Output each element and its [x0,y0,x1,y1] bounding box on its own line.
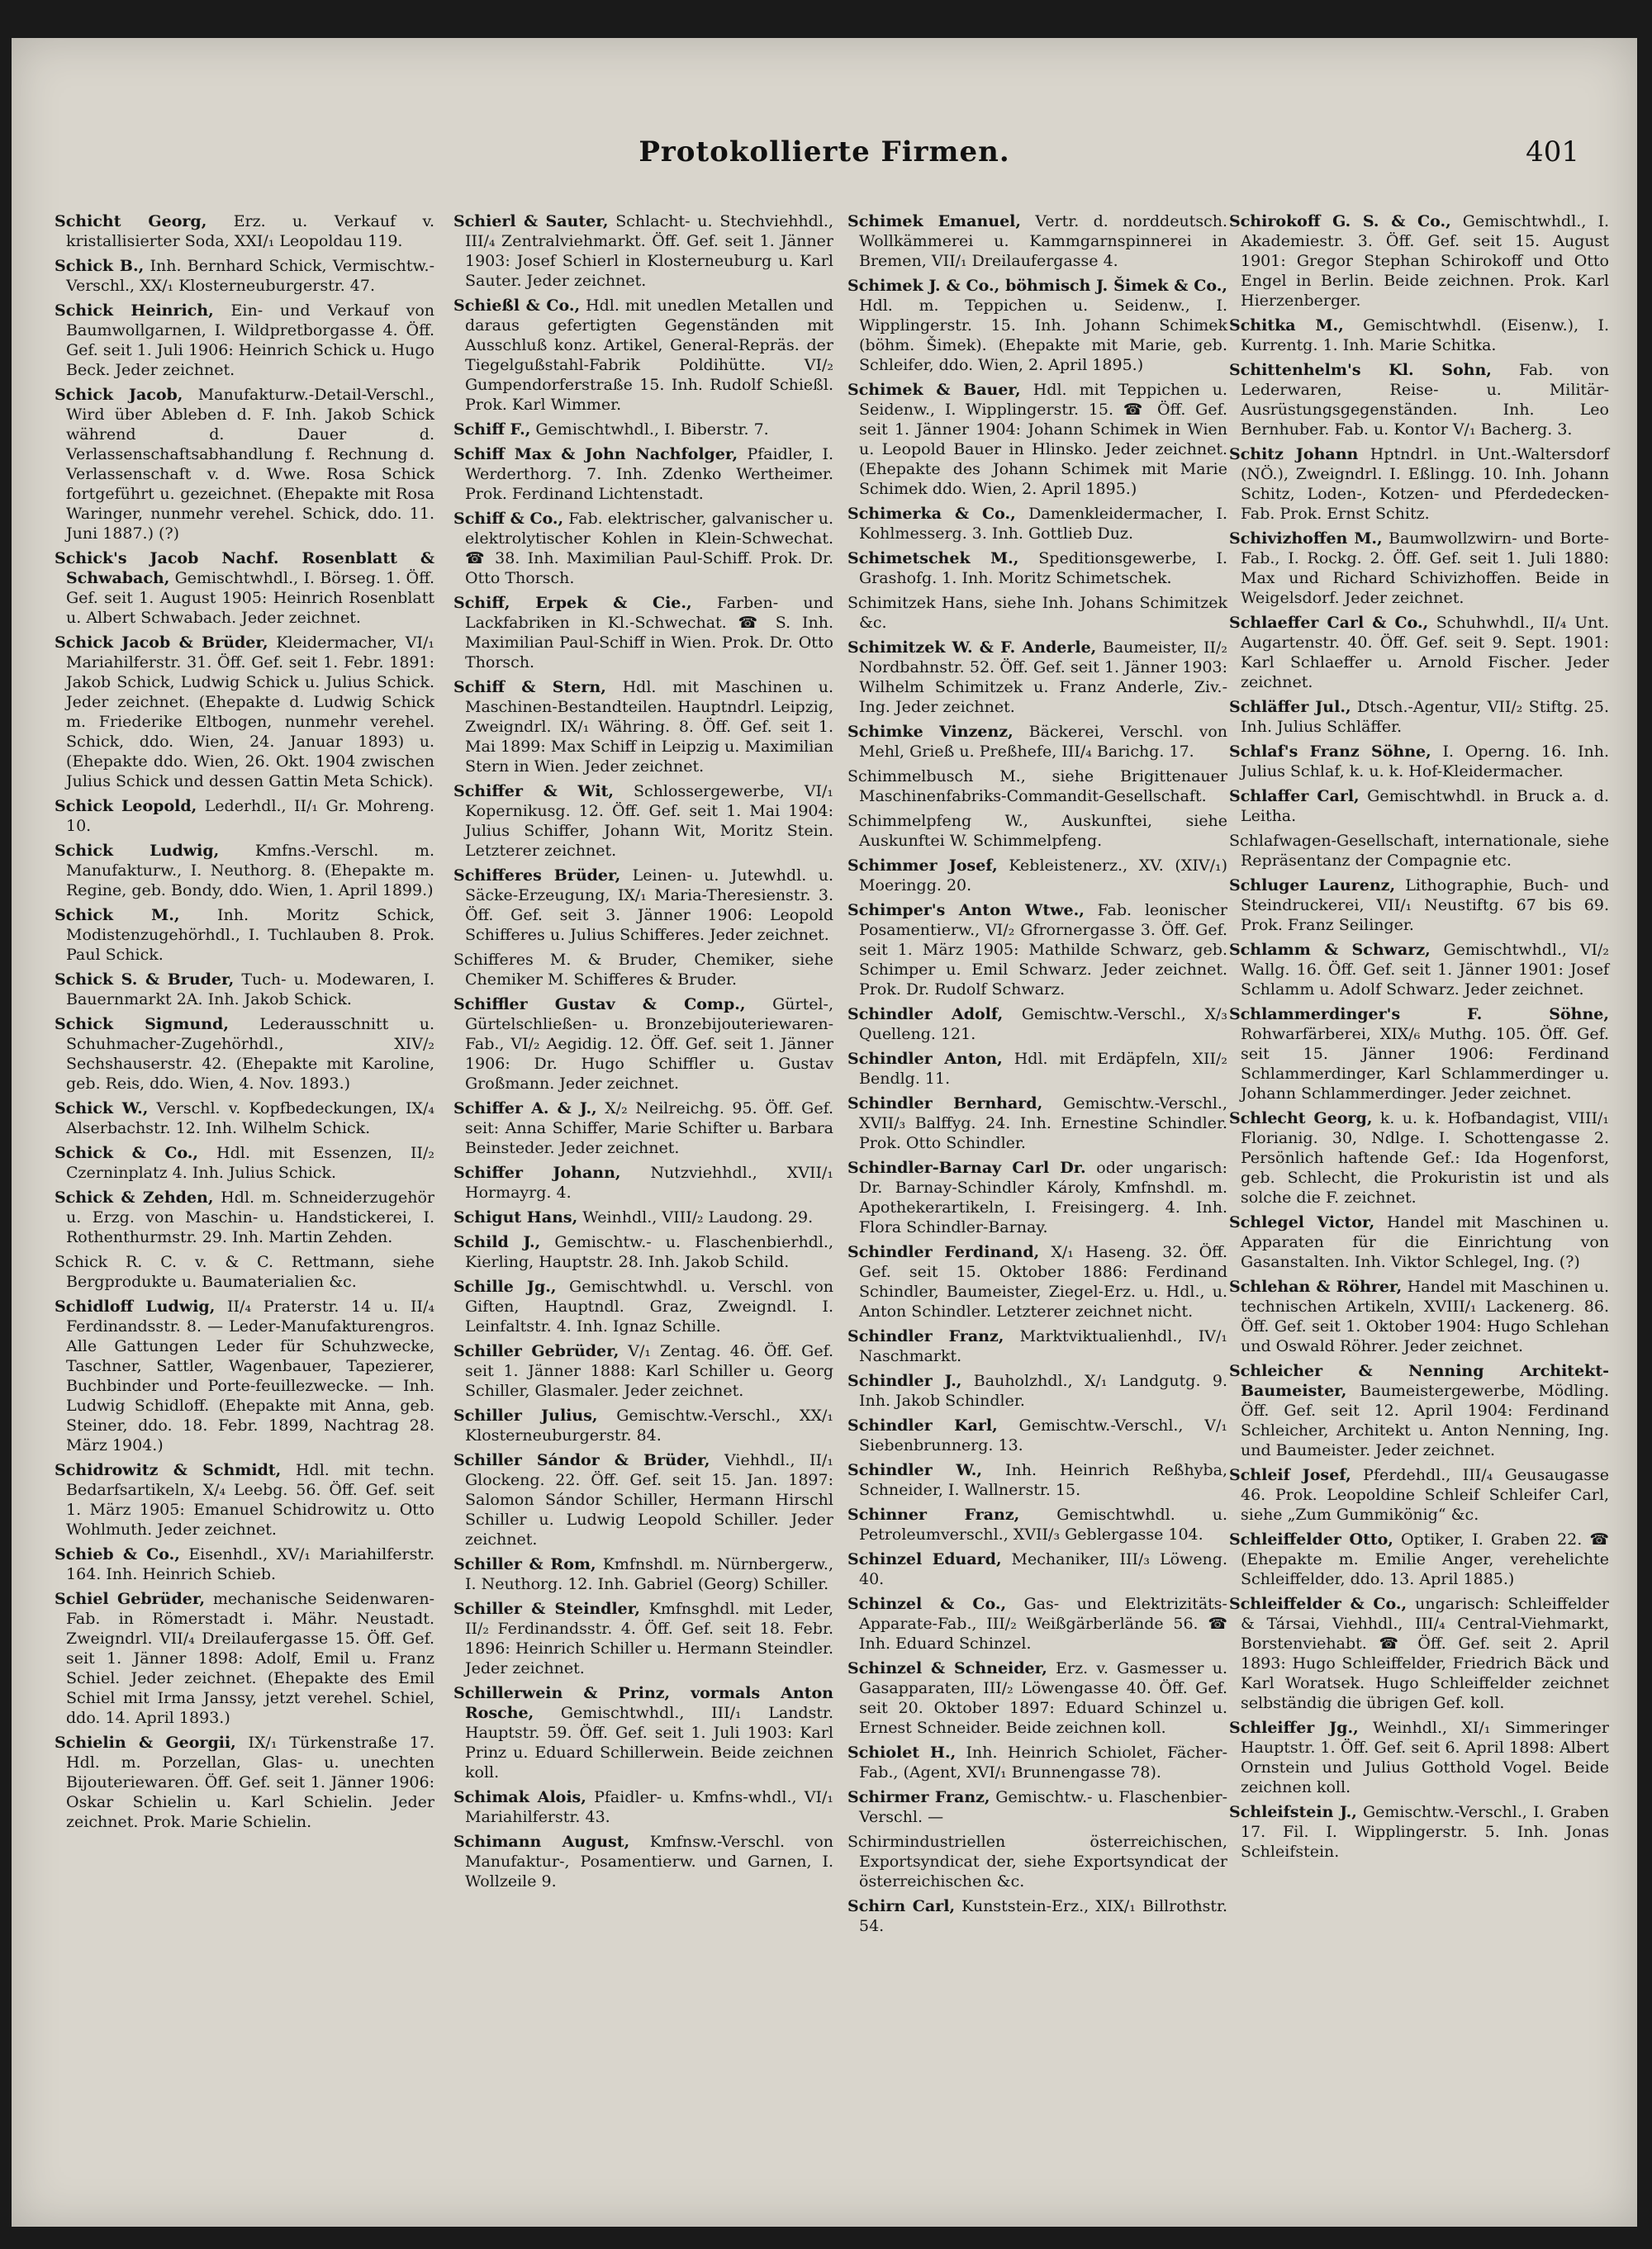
firm-name: Schleicher & Nenning Architekt-Baumeister, [1229,1362,1609,1400]
firm-name: Schimek J. & Co., böhmisch J. Šimek & Co., [847,277,1227,295]
firm-details: Gemischtw.-Verschl., I. Graben 17. Fil. I. Wipplingerstr. 5. Inh. Jonas Schleifstein. [1241,1803,1609,1861]
directory-entry [453,1787,833,1827]
firm-details: Handel mit Maschinen u. technischen Artikeln, XVIII/₁ Lackenerg. 86. Öff. Gef. seit 1. Oktober 1904: Hugo Schlehan und Oswald Röhrer. Jeder zeichnet. [1241,1278,1609,1355]
directory-entry [1229,1530,1609,1589]
directory-entry [453,1163,833,1203]
firm-name: Schick Sigmund, [55,1015,229,1033]
firm-name: Schimper's Anton Wtwe., [847,901,1085,919]
directory-entry [847,1505,1227,1544]
directory-entry [55,548,434,628]
firm-details: I. Operng. 16. Inh. Julius Schlaf, k. u. k. Hof-Kleidermacher. [1241,743,1610,781]
directory-entry [1229,1718,1609,1797]
column-4 [1229,211,1609,1867]
directory-entry [847,1594,1227,1654]
firm-details: IX/₁ Türkenstraße 17. Hdl. m. Porzellan, Glas- u. unechten Bijouteriewaren. Öff. Gef. seit 1. Jänner 1906: Oskar Schielin u. Karl Schielin. Jeder zeichnet. Prok. Marie Schielin. [66,1734,434,1831]
firm-details: Ein- und Verkauf von Baumwollgarnen, I. Wildpretborgasse 4. Öff. Gef. seit 1. Juli 1906: Heinrich Schick u. Hugo Beck. Jeder zeichnet. [66,301,434,379]
firm-name: Schindler W., [847,1461,982,1479]
directory-entry [453,950,833,989]
firm-details: Marktviktualienhdl., IV/₁ Naschmarkt. [859,1327,1227,1365]
firm-details: Kunststein-Erz., XIX/₁ Billrothstr. 54. [859,1897,1227,1935]
directory-entry [1229,1802,1609,1862]
firm-name: Schiffer Johann, [453,1164,621,1182]
directory-entry [847,593,1227,633]
directory-entry [55,256,434,296]
firm-name: Schindler-Barnay Carl Dr. [847,1159,1086,1177]
directory-entry [847,722,1227,762]
firm-details: Schick R. C. v. & C. Rettmann, siehe Bergprodukte u. Baumaterialien &c. [55,1253,434,1291]
firm-name: Schiff Max & John Nachfolger, [453,445,738,463]
column-1 [55,211,434,1837]
firm-details: Gürtel-, Gürtelschließen- u. Bronzebijouteriewaren-Fab., VI/₂ Aegidig. 12. Öff. Gef. seit 1. Jänner 1906: Dr. Hugo Schiffler u. Gustav Großmann. Jeder zeichnet. [465,995,833,1093]
page-number: 401 [1526,135,1579,168]
firm-details: Gemischtw.-Verschl., X/₃ Quelleng. 121. [859,1005,1227,1043]
firm-name: Schidrowitz & Schmidt, [55,1461,282,1479]
firm-details: Schlacht- u. Stechviehhdl., III/₄ Zentralviehmarkt. Öff. Gef. seit 1. Jänner 1903: Josef Schierl in Klosterneuburg u. Karl Sauter. Jeder zeichnet. [465,212,833,290]
firm-details: Schimmelpfeng W., Auskunftei, siehe Auskunftei W. Schimmelpfeng. [847,812,1227,850]
firm-details: Kmfnsghdl. mit Leder, II/₂ Ferdinandsstr. 4. Öff. Gef. seit 18. Febr. 1896: Heinrich Schiller u. Hermann Steindler. Jeder zeichnet. [465,1600,833,1677]
firm-name: Schiff F., [453,420,531,439]
directory-entry [55,301,434,380]
directory-entry [453,1832,833,1891]
firm-details: Bäckerei, Verschl. von Mehl, Grieß u. Preßhefe, III/₄ Barichg. 17. [859,723,1227,761]
firm-name: Schiller & Steindler, [453,1600,640,1618]
firm-name: Schiff & Co., [453,510,564,528]
firm-name: Schiffer & Wit, [453,782,614,800]
directory-entry [1229,1277,1609,1356]
firm-details: Pferdehdl., III/₄ Geusaugasse 46. Prok. Leopoldine Schleif Schleifer Carl, siehe „Zum Gummikönig“ &c. [1241,1466,1610,1524]
firm-name: Schlamm & Schwarz, [1229,941,1431,959]
firm-name: Schiff & Stern, [453,678,606,696]
firm-name: Schlaf's Franz Söhne, [1229,743,1431,761]
firm-details: Manufakturw.-Detail-Verschl., Wird über Ableben d. F. Inh. Jakob Schick während d. Dauer d. Verlassenschaftsabhandlung f. Rechnung d. Verlassenschaft v. d. Wwe. Rosa Schick fortgeführt u. gezeichnet. (Ehepakte mit Rosa Waringer, nunmehr verehel. Schick, ddo. 11. Juni 1887.) (?) [66,386,434,543]
firm-details: V/₁ Zentag. 46. Öff. Gef. seit 1. Jänner 1888: Karl Schiller u. Georg Schiller, Glasmaler. Jeder zeichnet. [465,1342,833,1400]
firm-name: Schleif Josef, [1229,1466,1351,1484]
firm-name: Schick & Co., [55,1144,199,1162]
directory-entry [847,1658,1227,1738]
firm-name: Schick Leopold, [55,797,197,815]
firm-details: Hptndrl. in Unt.-Waltersdorf (NÖ.), Zweigndrl. I. Eßlingg. 10. Inh. Johann Schitz, Loden-, Kotzen- und Pferdedecken-Fab. Prok. Ernst Schitz. [1241,445,1609,523]
directory-entry [453,593,833,672]
directory-entry [453,211,833,291]
firm-details: Hdl. mit Teppichen u. Seidenw., I. Wipplingerstr. 15. ☎ Öff. Gef. seit 1. Jänner 1904: Johann Schimek in Wien u. Leopold Bauer in Hlinsko. Jeder zeichnet. (Ehepakte des Johann Schimek mit Marie Schimek ddo. Wien, 2. April 1895.) [859,381,1228,498]
firm-details: k. u. k. Hofbandagist, VIII/₁ Florianig. 30, Ndlge. I. Schottengasse 2. Persönlich haftende Gef.: Ida Hogenforst, geb. Schlecht, die Prokuristin ist und als solche die F. zeichnet. [1241,1109,1609,1207]
firm-name: Schiller Julius, [453,1407,598,1425]
firm-name: Schirmer Franz, [847,1788,990,1806]
firm-details: Inh. Heinrich Reßhyba, Schneider, I. Wallnerstr. 15. [859,1461,1227,1499]
directory-entry [55,385,434,543]
firm-name: Schick B., [55,257,145,275]
firm-details: Dtsch.-Agentur, VII/₂ Stiftg. 25. Inh. Julius Schläffer. [1241,698,1609,736]
firm-details: Lederausschnitt u. Schuhmacher-Zugehörhdl., XIV/₂ Sechshauserstr. 42. (Ehepakte mit Karoline, geb. Reis, ddo. Wien, 4. Nov. 1893.) [66,1015,434,1093]
firm-details: mechanische Seidenwaren-Fab. in Römerstadt i. Mähr. Neustadt. Zweigndrl. VII/₄ Dreilaufergasse 15. Öff. Gef. seit 1. Jänner 1898: Adolf, Emil u. Franz Schiel. Jeder zeichnet. (Ehepakte des Emil Schiel mit Irma Janssy, jetzt verehel. Schiel, ddo. 14. April 1893.) [66,1590,434,1727]
firm-details: Gemischtw.- u. Flaschenbierhdl., Kierling, Hauptstr. 28. Inh. Jakob Schild. [465,1233,833,1271]
firm-details: Hdl. mit Erdäpfeln, XII/₂ Bendlg. 11. [859,1050,1227,1088]
directory-entry [55,1589,434,1728]
firm-name: Schlammerdinger's F. Söhne, [1229,1005,1609,1023]
directory-entry [1229,529,1609,608]
firm-details: Gemischtwhdl. u. Petroleumverschl., XVII/₃ Geblergasse 104. [859,1506,1227,1544]
directory-entry [55,1188,434,1247]
directory-entry [55,1143,434,1183]
firm-details: Fab. elektrischer, galvanischer u. elektrolytischer Kohlen in Klein-Schwechat. ☎ 38. Inh. Maximilian Paul-Schiff. Prok. Dr. Otto Thorsch. [465,510,833,587]
firm-details: Schimmelbusch M., siehe Brigittenauer Maschinenfabriks-Commandit-Gesellschaft. [847,767,1227,805]
directory-entry [453,509,833,588]
firm-name: Schierl & Sauter, [453,212,609,230]
directory-entry [453,1406,833,1445]
directory-entry [847,1371,1227,1411]
firm-name: Schimmer Josef, [847,856,998,875]
firm-details: Gemischtw.- u. Flaschenbier-Verschl. — [859,1788,1227,1826]
directory-entry [55,1733,434,1832]
firm-name: Schirokoff G. S. & Co., [1229,212,1451,230]
directory-entry [453,1208,833,1227]
directory-entry [55,1252,434,1292]
firm-details: Pfaidler- u. Kmfns-whdl., VI/₁ Mariahilferstr. 43. [465,1788,833,1826]
firm-name: Schinzel & Schneider, [847,1659,1047,1677]
firm-details: Schlossergewerbe, VI/₁ Kopernikusg. 12. Öff. Gef. seit 1. Mai 1904: Julius Schiffer, Johann Wit, Moritz Stein. Letzterer zeichnet. [465,782,833,860]
firm-details: Viehhdl., II/₁ Glockeng. 22. Öff. Gef. seit 15. Jan. 1897: Salomon Sándor Schiller, Hermann Hirschl Schiller u. Ludwig Leopold Schiller. Jeder zeichnet. [465,1451,833,1549]
directory-entry [453,1554,833,1594]
directory-entry [847,380,1227,499]
firm-details: Hdl. mit unedlen Metallen und daraus gefertigten Gegenständen mit Ausschluß konz. Artikel, General-Repräs. der Tiegelgußstahl-Fabrik Poldihütte. VI/₂ Gumpendorferstraße 15. Inh. Rudolf Schießl. Prok. Karl Wimmer. [465,297,833,414]
directory-entry [1229,211,1609,311]
firm-name: Schlehan & Röhrer, [1229,1278,1403,1296]
directory-entry [453,444,833,504]
firm-name: Schimann August, [453,1833,630,1851]
firm-name: Schille Jg., [453,1278,557,1296]
firm-details: Eisenhdl., XV/₁ Mariahilferstr. 164. Inh. Heinrich Schieb. [66,1545,434,1583]
firm-details: Inh. Moritz Schick, Modistenzugehörhdl., I. Tuchlauben 8. Prok. Paul Schick. [66,906,434,964]
firm-name: Schindler Bernhard, [847,1094,1043,1113]
directory-entry [1229,697,1609,737]
directory-entry [1229,1004,1609,1103]
firm-details: Hdl. mit Essenzen, II/₂ Czerninplatz 4. Inh. Julius Schick. [66,1144,434,1182]
firm-name: Schießl & Co., [453,297,581,315]
firm-details: Leinen- u. Jutewhdl. u. Säcke-Erzeugung, IX/₁ Maria-Theresienstr. 3. Öff. Gef. seit 3. Jänner 1906: Leopold Schifferes u. Julius Schifferes. Jeder zeichnet. [465,866,833,944]
directory-entry [55,1297,434,1455]
firm-details: Pfaidler, I. Werderthorg. 7. Inh. Zdenko Wertheimer. Prok. Ferdinand Lichtenstadt. [465,445,833,503]
directory-entry [1229,316,1609,355]
firm-name: Schimak Alois, [453,1788,586,1806]
firm-name: Schiller & Rom, [453,1555,596,1573]
firm-details: Kleidermacher, VI/₁ Mariahilferstr. 31. Öff. Gef. seit 1. Febr. 1891: Jakob Schick, Ludwig Schick u. Julius Schick. Jeder zeichnet. (Ehepakte d. Ludwig Schick m. Friederike Eltbogen, nunmehr verehel. Schick, ddo. Wien, 24. Januar 1893) u. (Ehepakte ddo. Wien, 26. Okt. 1904 zwischen Julius Schick und dessen Gattin Meta Schick). [66,633,434,790]
firm-name: Schivizhoffen M., [1229,529,1383,548]
firm-details: Gemischtwhdl., I. Akademiestr. 3. Öff. Gef. seit 15. August 1901: Gregor Stephan Schirokoff und Otto Engel in Berlin. Beide zeichnen. Prok. Karl Hierzenberger. [1241,212,1609,310]
firm-name: Schimerka & Co., [847,505,1016,523]
firm-details: Gemischtwhdl. u. Verschl. von Giften, Hauptndl. Graz, Zweigndl. I. Leinfaltstr. 4. Inh. Ignaz Schille. [465,1278,833,1336]
directory-entry [847,900,1227,999]
directory-entry [453,420,833,439]
directory-entry [847,211,1227,271]
firm-name: Schittenhelm's Kl. Sohn, [1229,361,1492,379]
firm-details: Baumwollzwirn- und Borte-Fab., I. Rockg. 2. Öff. Gef. seit 1. Juli 1880: Max und Richard Schivizhoffen. Beide in Weigelsdorf. Jeder zeichnet. [1241,529,1609,607]
directory-entry [55,1544,434,1584]
directory-entry [453,994,833,1094]
firm-name: Schimetschek M., [847,549,1019,567]
firm-name: Schiller Gebrüder, [453,1342,620,1360]
firm-details: Optiker, I. Graben 22. ☎ (Ehepakte m. Emilie Anger, verehelichte Schleiffelder, ddo. 13. April 1885.) [1241,1530,1609,1588]
firm-details: Schuhwhdl., II/₄ Unt. Augartenstr. 40. Öff. Gef. seit 9. Sept. 1901: Karl Schlaeffer u. Arnold Fischer. Jeder zeichnet. [1241,614,1609,691]
firm-name: Schick S. & Bruder, [55,970,235,989]
firm-details: Kebleistenerz., XV. (XIV/₁) Moeringg. 20. [859,856,1228,894]
directory-entry [1229,940,1609,999]
directory-entry [847,1242,1227,1321]
firm-name: Schick Heinrich, [55,301,214,320]
firm-details: Speditionsgewerbe, I. Grashofg. 1. Inh. Moritz Schimetschek. [859,549,1227,587]
firm-details: Kmfns.-Verschl. m. Manufakturw., I. Neuthorg. 8. (Ehepakte m. Regine, geb. Bondy, ddo. Wien, 1. April 1899.) [66,842,434,899]
firm-name: Schidloff Ludwig, [55,1298,216,1316]
directory-entry [55,633,434,791]
directory-entry [847,766,1227,806]
firm-details: Vertr. d. norddeutsch. Wollkämmerei u. Kammgarnspinnerei in Bremen, VII/₁ Dreilaufergasse 4. [859,212,1227,270]
firm-name: Schirn Carl, [847,1897,956,1915]
firm-details: Handel mit Maschinen u. Apparaten für die Einrichtung von Gasanstalten. Inh. Viktor Schlegel, Ing. (?) [1241,1213,1609,1271]
firm-details: Fab. von Lederwaren, Reise- u. Militär-Ausrüstungsgegenständen. Inh. Leo Bernhuber. Fab. u. Kontor V/₁ Bacherg. 3. [1241,361,1609,439]
firm-name: Schlaeffer Carl & Co., [1229,614,1429,632]
firm-name: Schiffer A. & J., [453,1099,597,1117]
firm-details: Gas- und Elektrizitäts-Apparate-Fab., III/₂ Weißgärberlände 56. ☎ Inh. Eduard Schinzel. [859,1595,1227,1653]
directory-entry [453,1599,833,1678]
directory-entry [847,1460,1227,1500]
firm-name: Schick Jacob & Brüder, [55,633,268,652]
firm-name: Schindler Adolf, [847,1005,1004,1023]
firm-details: Kmfnshdl. m. Nürnbergerw., I. Neuthorg. 12. Inh. Gabriel (Georg) Schiller. [465,1555,834,1593]
directory-entry [1229,360,1609,439]
firm-details: Nutzviehhdl., XVII/₁ Hormayrg. 4. [465,1164,833,1202]
firm-name: Schlegel Victor, [1229,1213,1375,1231]
directory-entry [847,1416,1227,1455]
firm-details: Farben- und Lackfabriken in Kl.-Schwechat. ☎ S. Inh. Maximilian Paul-Schiff in Wien. Prok. Dr. Otto Thorsch. [465,594,833,671]
firm-name: Schick's Jacob Nachf. Rosenblatt & Schwabach, [55,549,434,587]
directory-entry [1229,1594,1609,1713]
firm-details: Baumeistergewerbe, Mödling. Öff. Gef. seit 12. April 1904: Ferdinand Schleicher, Architekt u. Anton Nenning, Ing. und Baumeister. Jeder zeichnet. [1241,1382,1609,1459]
directory-entry [847,1094,1227,1153]
directory-entry [453,1232,833,1272]
firm-details: Gemischtw.-Verschl., XVII/₃ Balffyg. 24. Inh. Ernestine Schindler. Prok. Otto Schindler. [859,1094,1227,1152]
page-header [12,38,1637,168]
directory-entry [1229,742,1609,781]
firm-details: Mechaniker, III/₃ Löweng. 40. [859,1550,1227,1588]
firm-details: Lithographie, Buch- und Steindruckerei, VII/₁ Neustiftg. 67 bis 69. Prok. Franz Seilinger. [1241,876,1610,934]
firm-name: Schleiffelder Otto, [1229,1530,1393,1549]
firm-details: Schirmindustriellen österreichischen, Exportsyndicat der, siehe Exportsyndicat der österreichischen &c. [847,1833,1227,1891]
firm-name: Schleiffelder & Co., [1229,1595,1408,1613]
directory-entry [453,677,833,776]
directory-entry [1229,786,1609,826]
firm-name: Schindler J., [847,1372,962,1390]
firm-name: Schläffer Jul., [1229,698,1351,716]
directory-entry [1229,1465,1609,1525]
directory-entry [847,811,1227,851]
firm-details: Inh. Bernhard Schick, Vermischtw.-Verschl., XX/₁ Klosterneuburgerstr. 47. [66,257,434,295]
directory-entry [847,1049,1227,1089]
firm-details: X/₂ Neilreichg. 95. Öff. Gef. seit: Anna Schiffer, Marie Schifter u. Barbara Beinsteder. Jeder zeichnet. [465,1099,834,1157]
firm-name: Schillerwein & Prinz, vormals Anton Rosche, [453,1684,833,1722]
directory-entry [453,866,833,945]
firm-name: Schinzel & Co., [847,1595,1007,1613]
firm-name: Schick Jacob, [55,386,183,404]
firm-name: Schick M., [55,906,180,924]
firm-name: Schiolet H., [847,1744,957,1762]
firm-name: Schimek & Bauer, [847,381,1021,399]
column-3 [847,211,1227,1941]
directory-entry [847,856,1227,895]
directory-entry [453,1341,833,1401]
firm-details: Gemischtwhdl., III/₁ Landstr. Hauptstr. 59. Öff. Gef. seit 1. Juli 1903: Karl Prinz u. Eduard Schillerwein. Beide zeichnen koll. [465,1704,833,1782]
firm-name: Schimek Emanuel, [847,212,1022,230]
firm-details: Hdl. m. Schneiderzugehör u. Erzg. von Maschin- u. Handstickerei, I. Rothenthurmstr. 29. Inh. Martin Zehden. [66,1189,434,1246]
firm-details: Kmfnsw.-Verschl. von Manufaktur-, Posamentierw. und Garnen, I. Wollzeile 9. [465,1833,833,1891]
firm-details: oder ungarisch: Dr. Barnay-Schindler Károly, Kmfnshdl. m. Apothekerartikeln, I. Freisingerg. 4. Inh. Flora Schindler-Barnay. [859,1159,1227,1236]
firm-name: Schifferes Brüder, [453,866,621,885]
directory-entry [847,1158,1227,1237]
firm-details: Verschl. v. Kopfbedeckungen, IX/₄ Alserbachstr. 12. Inh. Wilhelm Schick. [66,1099,435,1137]
firm-name: Schinner Franz, [847,1506,1020,1524]
directory-entry [847,548,1227,588]
firm-name: Schick W., [55,1099,149,1117]
directory-entry [847,1743,1227,1782]
directory-entry [847,1004,1227,1044]
directory-entry [847,1832,1227,1891]
directory-sheet [12,38,1637,2227]
firm-name: Schimke Vinzenz, [847,723,1014,741]
firm-name: Schieb & Co., [55,1545,180,1563]
firm-details: Weinhdl., XI/₁ Simmeringer Hauptstr. 1. Öff. Gef. seit 6. April 1898: Albert Ornstein und Julius Gotthold Vogel. Beide zeichnen koll. [1241,1719,1609,1796]
firm-details: Tuch- u. Modewaren, I. Bauernmarkt 2A. Inh. Jakob Schick. [66,970,435,1008]
firm-details: Schifferes M. & Bruder, Chemiker, siehe Chemiker M. Schifferes & Bruder. [453,951,833,989]
firm-name: Schindler Ferdinand, [847,1243,1040,1261]
directory-entry [1229,831,1609,871]
firm-details: Erz. u. Verkauf v. kristallisierter Soda, XXI/₁ Leopoldau 119. [66,212,434,250]
directory-entry [847,638,1227,717]
firm-details: Baumeister, II/₂ Nordbahnstr. 52. Öff. Gef. seit 1. Jänner 1903: Wilhelm Schimitzek u. Franz Anderle, Ziv.-Ing. Jeder zeichnet. [859,638,1227,716]
firm-details: Gemischtwhdl., VI/₂ Wallg. 16. Öff. Gef. seit 1. Jänner 1901: Josef Schlamm u. Adolf Schwarz. Jeder zeichnet. [1241,941,1609,999]
directory-entry [453,1450,833,1549]
firm-name: Schild J., [453,1233,541,1251]
firm-details: Gemischtwhdl. in Bruck a. d. Leitha. [1241,787,1609,825]
directory-entry [55,1014,434,1094]
firm-details: Hdl. mit techn. Bedarfsartikeln, X/₄ Leebg. 56. Öff. Gef. seit 1. März 1905: Emanuel Schidrowitz u. Otto Wohlmuth. Jeder zeichnet. [66,1461,435,1539]
firm-details: ungarisch: Schleiffelder & Társai, Viehhdl., III/₄ Central-Viehmarkt, Borstenviehabt. ☎ Öff. Gef. seit 2. April 1893: Hugo Schleiffelder, Friedrich Bäck und Karl Woratsek. Hugo Schleiffelder zeichnet selbständig die übrigen Gef. koll. [1241,1595,1609,1712]
directory-entry [1229,613,1609,692]
firm-details: Rohwarfärberei, XIX/₆ Muthg. 105. Öff. Gef. seit 15. Jänner 1906: Ferdinand Schlammerdinger, Karl Schlammerdinger u. Johann Schlammerdinger. Jeder zeichnet. [1241,1025,1609,1103]
firm-name: Schindler Karl, [847,1416,998,1435]
firm-name: Schigut Hans, [453,1208,578,1227]
firm-name: Schindler Franz, [847,1327,1004,1345]
firm-details: Damenkleidermacher, I. Kohlmesserg. 3. Inh. Gottlieb Duz. [859,505,1227,543]
directory-entry [453,1683,833,1782]
directory-entry [1229,875,1609,935]
directory-entry [453,781,833,861]
directory-entry [847,1787,1227,1827]
firm-details: X/₁ Haseng. 32. Öff. Gef. seit 15. Oktober 1886: Ferdinand Schindler, Baumeister, Ziegel-Erz. u. Hdl., u. Anton Schindler. Letzterer zeichnet nicht. [859,1243,1228,1321]
firm-name: Schlecht Georg, [1229,1109,1373,1127]
firm-details: Inh. Heinrich Schiolet, Fächer-Fab., (Agent, XVI/₁ Brunnengasse 78). [859,1744,1228,1782]
firm-details: Erz. v. Gasmesser u. Gasapparaten, III/₂ Löwengasse 40. Öff. Gef. seit 20. Oktober 1897: Eduard Schinzel u. Ernest Schneider. Beide zeichnen koll. [859,1659,1227,1737]
directory-entry [1229,1361,1609,1460]
firm-details: Gemischtw.-Verschl., V/₁ Siebenbrunnerg. 13. [859,1416,1227,1454]
directory-entry [847,276,1227,375]
firm-name: Schitka M., [1229,316,1344,335]
directory-entry [453,296,833,415]
firm-name: Schimitzek W. & F. Anderle, [847,638,1097,657]
directory-entry [1229,1212,1609,1272]
directory-entry [847,1549,1227,1589]
firm-details: Schlafwagen-Gesellschaft, internationale, siehe Repräsentanz der Compagnie etc. [1229,832,1609,870]
directory-entry [55,1098,434,1138]
firm-details: Gemischtwhdl., I. Biberstr. 7. [530,420,769,439]
directory-entry [847,1896,1227,1936]
firm-name: Schiffler Gustav & Comp., [453,995,746,1013]
firm-details: Bauholzhdl., X/₁ Landgutg. 9. Inh. Jakob Schindler. [859,1372,1227,1410]
firm-name: Schielin & Georgii, [55,1734,236,1752]
firm-name: Schiller Sándor & Brüder, [453,1451,710,1469]
firm-details: Gemischtwhdl. (Eisenw.), I. Kurrentg. 1. Inh. Marie Schitka. [1241,316,1610,354]
directory-entry [847,1326,1227,1366]
firm-name: Schitz Johann [1229,445,1359,463]
firm-name: Schick & Zehden, [55,1189,214,1207]
directory-entry [1229,1108,1609,1208]
directory-entry [55,905,434,965]
firm-name: Schleifstein J., [1229,1803,1357,1821]
directory-entry [55,1460,434,1540]
directory-entry [453,1098,833,1158]
firm-details: Schimitzek Hans, siehe Inh. Johans Schimitzek &c. [847,594,1227,632]
firm-details: Weinhdl., VIII/₂ Laudong. 29. [577,1208,814,1227]
directory-entry [55,970,434,1009]
firm-details: Fab. leonischer Posamentierw., VI/₂ Gfrornergasse 3. Öff. Gef. seit 1. März 1905: Mathilde Schwarz, geb. Schimper u. Emil Schwarz. Jeder zeichnet. Prok. Dr. Rudolf Schwarz. [859,901,1227,999]
firm-name: Schinzel Eduard, [847,1550,1002,1568]
directory-entry [55,211,434,251]
firm-name: Schiff, Erpek & Cie., [453,594,692,612]
firm-name: Schleiffer Jg., [1229,1719,1359,1737]
firm-details: Gemischtwhdl., I. Börseg. 1. Öff. Gef. seit 1. August 1905: Heinrich Rosenblatt u. Albert Schwabach. Jeder zeichnet. [66,569,434,627]
firm-name: Schlaffer Carl, [1229,787,1360,805]
firm-name: Schindler Anton, [847,1050,1003,1068]
directory-entry [55,841,434,900]
directory-entry [847,504,1227,543]
firm-details: Hdl. m. Teppichen u. Seidenw., I. Wipplingerstr. 15. Inh. Johann Schimek (böhm. Šimek). (Ehepakte mit Marie, geb. Schleifer, ddo. Wien, 2. April 1895.) [859,297,1227,374]
firm-details: Gemischtw.-Verschl., XX/₁ Klosterneuburgerstr. 84. [465,1407,833,1445]
firm-details: Hdl. mit Maschinen u. Maschinen-Bestandteilen. Hauptndrl. Leipzig, Zweigndrl. IX/₁ Währing. 8. Öff. Gef. seit 1. Mai 1899: Max Schiff in Leipzig u. Maximilian Stern in Wien. Jeder zeichnet. [465,678,833,776]
column-2 [453,211,833,1896]
firm-details: II/₄ Praterstr. 14 u. II/₄ Ferdinandsstr. 8. — Leder-Manufakturengros. Alle Gattungen Leder für Schuhzwecke, Taschner, Sattler, Wagenbauer, Tapezierer, Buchbinder und Porte-feuillezwecke. — Inh. Ludwig Schidloff. (Ehepakte mit Anna, geb. Steiner, ddo. 18. Febr. 1899, Nachtrag 28. März 1904.) [66,1298,434,1454]
running-title: Protokollierte Firmen. [638,135,1010,168]
firm-name: Schluger Laurenz, [1229,876,1396,894]
directory-entry [453,1277,833,1336]
directory-entry [1229,444,1609,524]
firm-name: Schiel Gebrüder, [55,1590,206,1608]
firm-name: Schick Ludwig, [55,842,220,860]
directory-entry [55,796,434,836]
firm-name: Schicht Georg, [55,212,207,230]
firm-details: Lederhdl., II/₁ Gr. Mohreng. 10. [66,797,435,835]
